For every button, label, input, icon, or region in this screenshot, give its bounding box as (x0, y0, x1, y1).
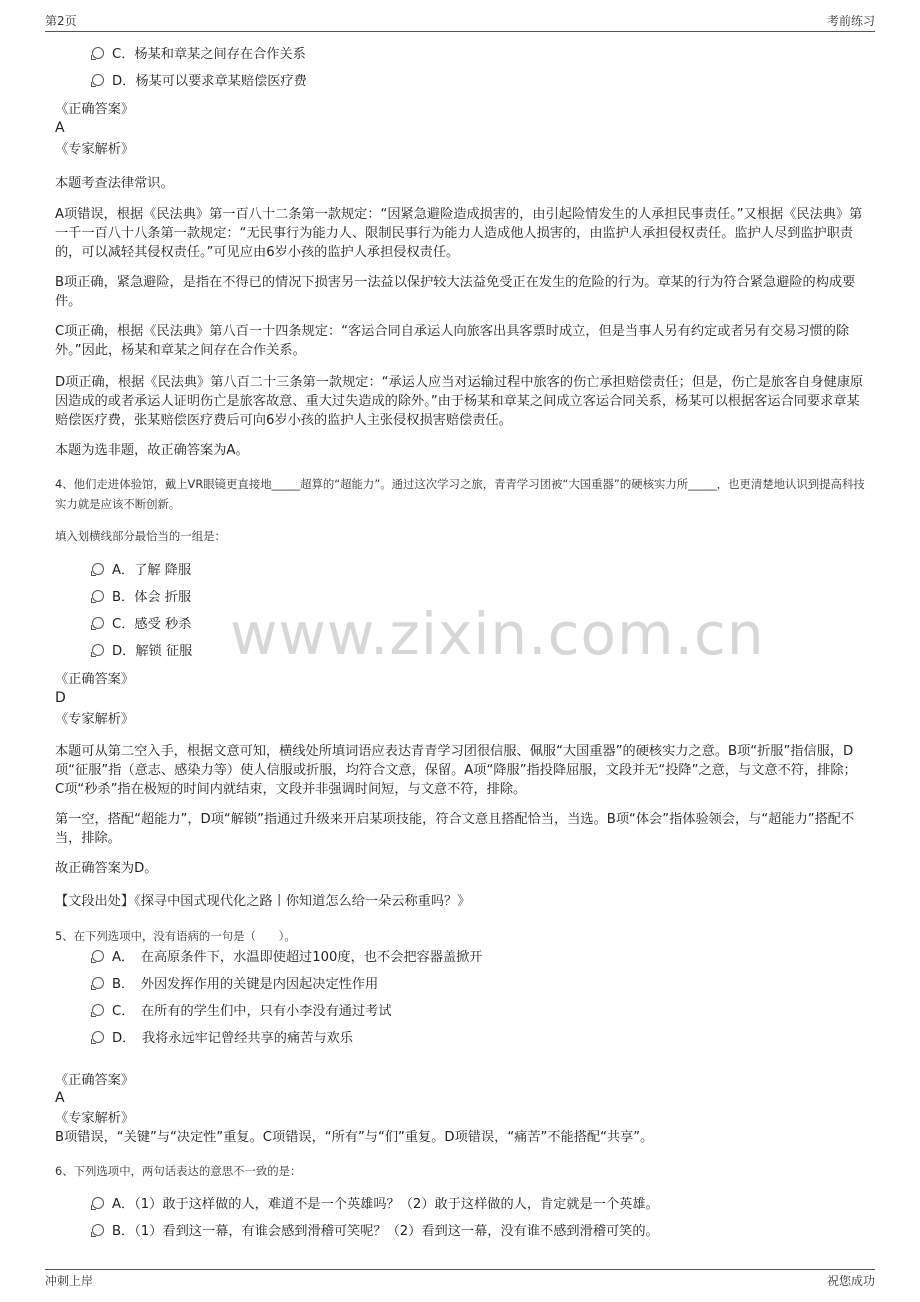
q4-answer: D (55, 690, 66, 706)
q4-option-d[interactable]: D．解锁 征服 (92, 642, 192, 662)
header-divider (45, 31, 875, 32)
page-number: 第2页 (45, 14, 77, 28)
radio-icon[interactable] (92, 950, 104, 962)
correct-answer-label: 《正确答案》 (55, 1073, 135, 1088)
radio-icon[interactable] (92, 1197, 104, 1209)
q5-option-a[interactable]: A． 在高原条件下，水温即使超过100度，也不会把容器盖掀开 (92, 948, 482, 968)
correct-answer-label: 《正确答案》 (55, 672, 135, 687)
q3-answer: A (55, 120, 65, 136)
radio-icon[interactable] (92, 47, 104, 59)
q4-prompt: 填入划横线部分最恰当的一组是： (55, 529, 226, 543)
correct-answer-label: 《正确答案》 (55, 102, 135, 117)
analysis-label: 《专家解析》 (55, 712, 135, 727)
q3-option-c[interactable]: C．杨某和章某之间存在合作关系 (92, 45, 306, 65)
q4-analysis-2: 第一空，搭配“超能力”，D项“解锁”指通过升级来开启某项技能，符合文意且搭配恰当，当选。B项“体会”指体验领会，与“超能力”搭配不当，排除。 (55, 812, 855, 846)
q3-analysis-3: B项正确，紧急避险，是指在不得已的情况下损害另一法益以保护较大法益免受正在发生的危险的行为。章某的行为符合紧急避险的构成要件。 (55, 275, 856, 309)
radio-icon[interactable] (92, 1031, 104, 1043)
q4-analysis-1: 本题可从第二空入手，根据文意可知，横线处所填词语应表达青青学习团很信服、佩服“大国重器”的硬核实力之意。B项“折服”指信服，D项“征服”指（意志、感染力等）使人信服或折服，均符合文意，保留。A项“降服”指投降屈服，文段并无“投降”之意，与文意不符，排除；C项“秒杀”指在极短的时间内就结束，文段并非强调时间短，与文意不符，排除。 (55, 744, 857, 797)
q5-analysis: B项错误，“关键”与“决定性”重复。C项错误，“所有”与“们”重复。D项错误，“痛苦”不能搭配“共享”。 (55, 1130, 654, 1145)
q3-analysis-4: C项正确，根据《民法典》第八百一十四条规定：“客运合同自承运人向旅客出具客票时成立，但是当事人另有约定或者另有交易习惯的除外。”因此，杨某和章某之间存在合作关系。 (55, 324, 850, 358)
radio-icon[interactable] (92, 74, 104, 86)
radio-icon[interactable] (92, 617, 104, 629)
q5-option-c[interactable]: C． 在所有的学生们中，只有小李没有通过考试 (92, 1002, 392, 1022)
footer-divider (45, 1269, 875, 1270)
q4-option-c[interactable]: C．感受 秒杀 (92, 615, 191, 635)
radio-icon[interactable] (92, 563, 104, 575)
q3-analysis-1: 本题考查法律常识。 (55, 176, 174, 191)
q5-option-d[interactable]: D． 我将永远牢记曾经共享的痛苦与欢乐 (92, 1029, 353, 1049)
q4-conclusion: 故正确答案为D。 (55, 861, 158, 876)
q6-option-a[interactable]: A．（1）敢于这样做的人，难道不是一个英雄吗？（2）敢于这样做的人，肯定就是一个英雄。 (92, 1195, 659, 1215)
radio-icon[interactable] (92, 1224, 104, 1236)
q3-conclusion: 本题为选非题，故正确答案为A。 (55, 443, 249, 458)
radio-icon[interactable] (92, 977, 104, 989)
q4-stem: 4、他们走进体验馆，戴上VR眼镜更直接地_____超算的“超能力”。通过这次学习之旅，青青学习团被“大国重器”的硬核实力所_____，也更清楚地认识到提高科技实力就是应该不断创新。 (55, 477, 865, 511)
q4-option-b[interactable]: B．体会 折服 (92, 588, 191, 608)
q5-stem: 5、在下列选项中，没有语病的一句是（ ）。 (55, 929, 296, 943)
radio-icon[interactable] (92, 590, 104, 602)
q5-option-b[interactable]: B． 外因发挥作用的关键是内因起决定性作用 (92, 975, 378, 995)
q4-option-a[interactable]: A．了解 降服 (92, 561, 191, 581)
watermark: www.zixin.com.cn (230, 600, 765, 668)
q3-option-d[interactable]: D．杨某可以要求章某赔偿医疗费 (92, 72, 307, 92)
q4-source: 【文段出处】《探寻中国式现代化之路丨你知道怎么给一朵云称重吗？》 (55, 894, 471, 909)
q3-analysis-5: D项正确，根据《民法典》第八百二十三条第一款规定：“承运人应当对运输过程中旅客的伤亡承担赔偿责任；但是，伤亡是旅客自身健康原因造成的或者承运人证明伤亡是旅客故意、重大过失造成的除外。”由于杨某和章某之间成立客运合同关系，杨某可以根据客运合同要求章某赔偿医疗费，张某赔偿医疗费后可向6岁小孩的监护人主张侵权损害赔偿责任。 (55, 375, 864, 428)
radio-icon[interactable] (92, 1004, 104, 1016)
q3-analysis-2: A项错误，根据《民法典》第一百八十二条第一款规定：“因紧急避险造成损害的，由引起险情发生的人承担民事责任。”又根据《民法典》第一千一百八十八条第一款规定：“无民事行为能力人、限制民事行为能力人造成他人损害的，由监护人承担侵权责任。监护人尽到监护职责的，可以减轻其侵权责任。”可见应由6岁小孩的监护人承担侵权责任。 (55, 207, 863, 260)
footer-right: 祝您成功 (826, 1274, 875, 1288)
footer-left: 冲刺上岸 (45, 1274, 94, 1288)
q5-answer: A (55, 1090, 65, 1106)
radio-icon[interactable] (92, 644, 104, 656)
q6-option-b[interactable]: B．（1）看到这一幕，有谁会感到滑稽可笑呢？（2）看到这一幕，没有谁不感到滑稽可笑的。 (92, 1222, 659, 1242)
analysis-label: 《专家解析》 (55, 142, 135, 157)
q6-stem: 6、下列选项中，两句话表达的意思不一致的是： (55, 1164, 302, 1178)
header-title: 考前练习 (826, 14, 875, 28)
analysis-label: 《专家解析》 (55, 1111, 135, 1126)
